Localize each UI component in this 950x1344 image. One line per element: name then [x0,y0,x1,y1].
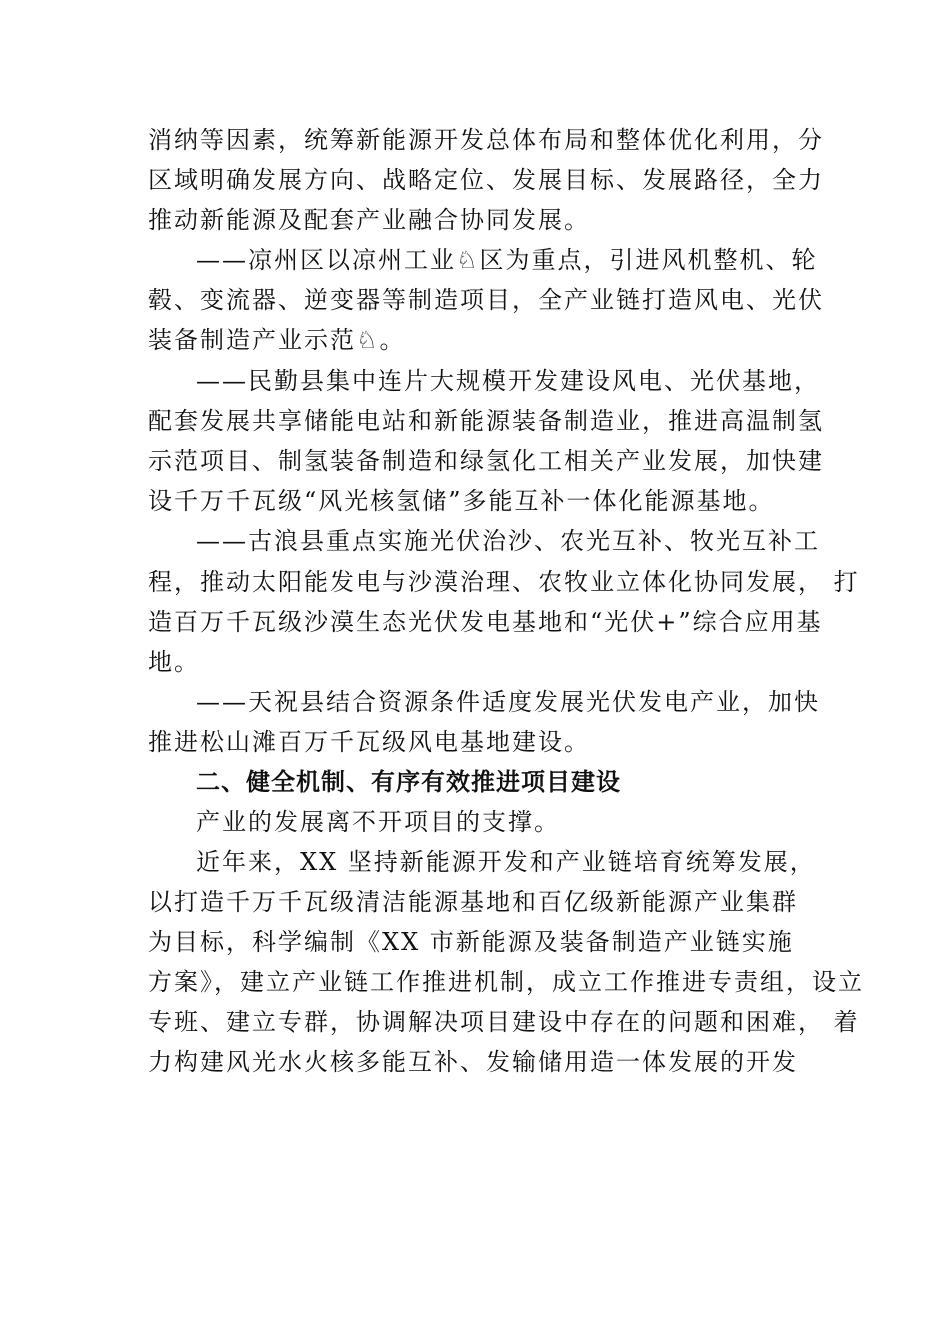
text-line: 设千万千瓦级“风光核氢储”多能互补一体化能源基地。 [148,487,775,515]
text-line: 程，推动太阳能发电与沙漠治理、农牧业立体化协同发展， 打 [148,568,860,596]
text-line: 推进松山滩百万千瓦级风电基地建设。 [148,728,590,756]
text-line: 力构建风光水火核多能互补、发输储用造一体发展的开发 [148,1048,798,1076]
text-line: 配套发展共享储能电站和新能源装备制造业，推进高温制氢 [148,407,824,435]
text-line: 装备制造产业示范♘。 [148,326,406,354]
text-line: 专班、建立专群，协调解决项目建设中存在的问题和困难， 着 [148,1008,860,1036]
text-line: 产业的发展离不开项目的支撑。 [196,808,560,836]
text-line: ——古浪县重点实施光伏治沙、农光互补、牧光互补工 [196,527,820,555]
text-line: 消纳等因素，统筹新能源开发总体布局和整体优化利用，分 [148,126,824,154]
text-line: 毂、变流器、逆变器等制造项目，全产业链打造风电、光伏 [148,286,824,314]
text-line: 造百万千瓦级沙漠生态光伏发电基地和“光伏+”综合应用基 [148,608,823,636]
text-line: 推动新能源及配套产业融合协同发展。 [148,206,590,234]
text-line: 以打造千万千瓦级清洁能源基地和百亿级新能源产业集群 [148,888,798,916]
text-line: 近年来，XX 坚持新能源开发和产业链培育统筹发展， [196,848,816,876]
text-line: ——天祝县结合资源条件适度发展光伏发电产业，加快 [196,688,820,716]
text-line: 区域明确发展方向、战略定位、发展目标、发展路径，全力 [148,166,824,194]
text-line: 为目标，科学编制《XX 市新能源及装备制造产业链实施 [148,928,794,956]
text-line: ——凉州区以凉州工业♘区为重点，引进风机整机、轮 [196,246,818,274]
text-line: 地。 [148,648,200,676]
section-heading: 二、健全机制、有序有效推进项目建设 [196,768,621,796]
text-line: 方案》，建立产业链工作推进机制，成立工作推进专责组，设立 [148,968,864,996]
text-line: 示范项目、制氢装备制造和绿氢化工相关产业发展，加快建 [148,447,824,475]
text-line: ——民勤县集中连片大规模开发建设风电、光伏基地， [196,367,820,395]
